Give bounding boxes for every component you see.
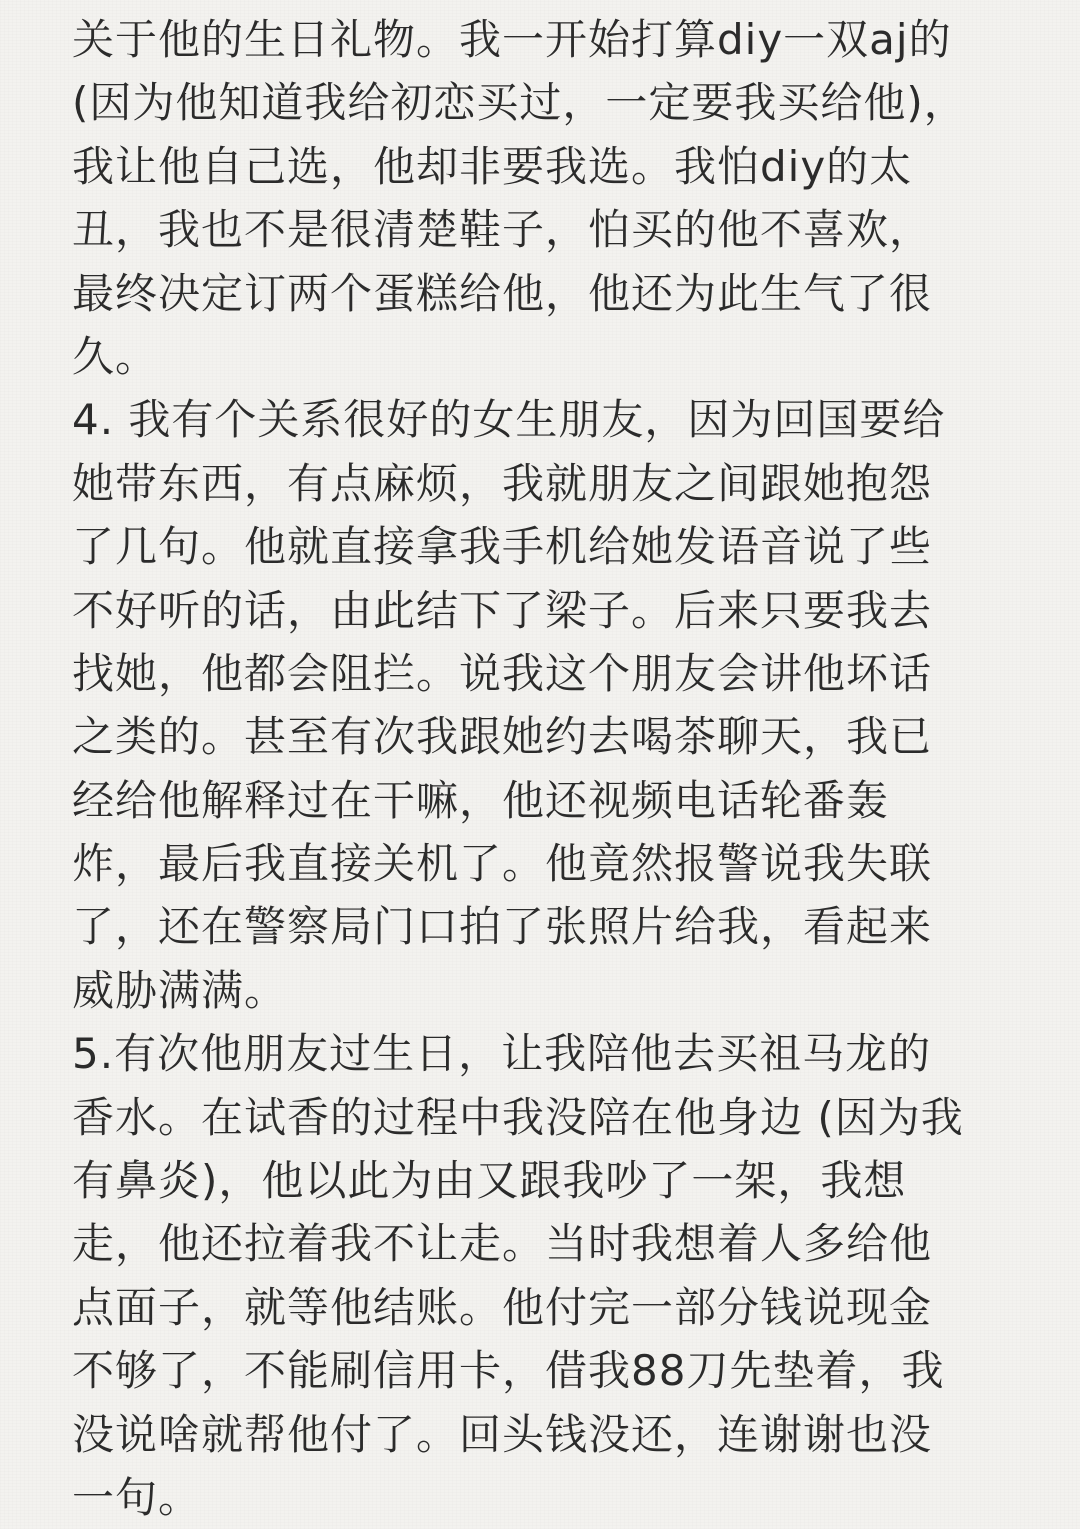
text-line: 找她，他都会阻拦。说我这个朋友会讲他坏话 <box>72 648 933 698</box>
text-line: 点面子，就等他结账。他付完一部分钱说现金 <box>72 1282 933 1332</box>
text-line: 不够了，不能刷信用卡，借我88刀先垫着，我 <box>72 1346 945 1396</box>
text-line: 炸，最后我直接关机了。他竟然报警说我失联 <box>72 839 933 889</box>
text-line: 丑，我也不是很清楚鞋子，怕买的他不喜欢， <box>72 205 933 255</box>
text-line: 有鼻炎)，他以此为由又跟我吵了一架，我想 <box>72 1156 907 1206</box>
text-line: 没说啥就帮他付了。回头钱没还，连谢谢也没 <box>72 1409 933 1459</box>
text-line: 一句。 <box>72 1472 202 1522</box>
text-line: 了，还在警察局门口拍了张照片给我，看起来 <box>72 902 933 952</box>
text-line: 不好听的话，由此结下了梁子。后来只要我去 <box>72 585 933 635</box>
text-line: 5.有次他朋友过生日，让我陪他去买祖马龙的 <box>72 1029 932 1079</box>
text-line: 威胁满满。 <box>72 965 288 1015</box>
text-line: 关于他的生日礼物。我一开始打算diy一双aj的 <box>72 15 952 64</box>
text-line: 久。 <box>72 331 159 381</box>
text-line: 走，他还拉着我不让走。当时我想着人多给他 <box>72 1219 933 1269</box>
text-line: (因为他知道我给初恋买过，一定要我买给他)， <box>72 78 967 128</box>
text-line: 4. 我有个关系很好的女生朋友，因为回国要给 <box>72 395 946 445</box>
text-line: 香水。在试香的过程中我没陪在他身边 (因为我 <box>72 1092 964 1142</box>
text-line: 了几句。他就直接拿我手机给她发语音说了些 <box>72 522 933 572</box>
text-line: 之类的。甚至有次我跟她约去喝茶聊天，我已 <box>72 712 933 762</box>
text-line: 最终决定订两个蛋糕给他，他还为此生气了很 <box>72 268 933 318</box>
note-text <box>72 8 1012 1529</box>
text-line: 她带东西，有点麻烦，我就朋友之间跟她抱怨 <box>72 458 933 508</box>
text-line: 我让他自己选，他却非要我选。我怕diy的太 <box>72 141 913 191</box>
text-line: 经给他解释过在干嘛，他还视频电话轮番轰 <box>72 775 890 825</box>
